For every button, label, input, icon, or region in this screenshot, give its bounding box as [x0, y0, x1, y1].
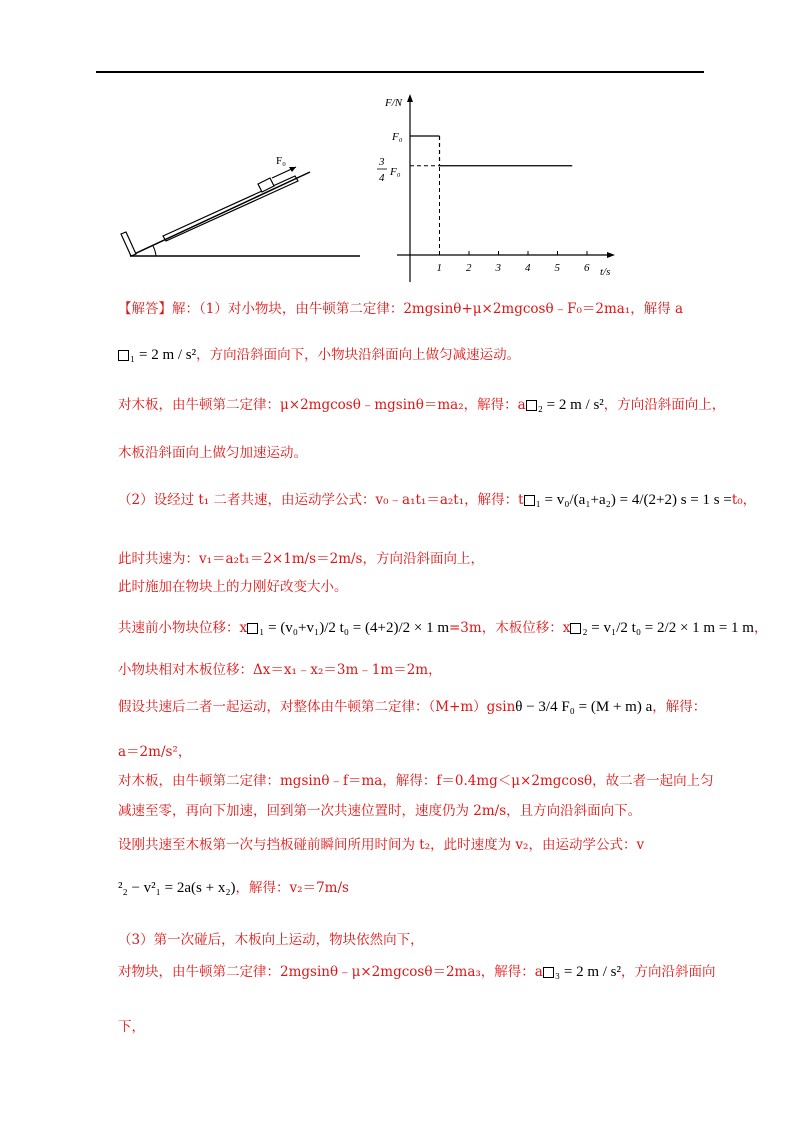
incline-figure [110, 150, 370, 270]
line-18 [118, 1017, 145, 1037]
text-l8c: ， [753, 620, 768, 636]
force-time-chart [355, 90, 625, 290]
line-10 [118, 697, 706, 717]
text-l18: 下， [118, 1019, 145, 1035]
text-l17: 对物块，由牛顿第二定律：2mgsinθ﹣μ×2mgcosθ＝2ma₃，解得：a [118, 964, 543, 980]
x-tick-label: 4 [525, 262, 531, 274]
line-16 [118, 930, 424, 950]
text-l5: （2）设经过 t₁ 二者共速，由运动学公式：v₀﹣a₁t₁＝a₂t₁，解得：t [118, 492, 524, 508]
text-l2: ，方向沿斜面向下，小物块沿斜面向上做匀减速运动。 [196, 347, 521, 363]
frac-den: 4 [379, 172, 385, 184]
text-l16: （3）第一次碰后，木板向上运动，物块依然向下， [118, 932, 424, 948]
text-l15: ，解得：v₂＝7m/s [235, 880, 349, 896]
frac-num: 3 [379, 156, 385, 168]
text-l10a: 假设共速后二者一起运动，对整体由牛顿第二定律：（M+m）gsin [118, 699, 516, 715]
text-l12: 对木板，由牛顿第二定律：mgsinθ﹣f＝ma，解得：f＝0.4mg＜μ×2mgcosθ，故二者一起向上匀 [118, 773, 714, 789]
x-tick-label: 5 [554, 262, 560, 274]
line-15 [118, 878, 349, 898]
line-14 [118, 835, 644, 855]
line-9 [118, 660, 442, 680]
line-11 [118, 742, 191, 762]
text-l5b: t₀， [731, 492, 757, 508]
text-l10b: ，解得： [652, 699, 707, 715]
line-13 [118, 801, 641, 821]
x-tick-label: 1 [436, 262, 442, 274]
line-2 [118, 345, 520, 365]
math-x2: ₂ = v₁/2 t₀ = 2/2 × 1 m = 1 m [582, 620, 754, 636]
math-a1: ₁ = 2 m / s² [130, 347, 197, 363]
text-l6: 此时共速为：v₁＝a₂t₁＝2×1m/s＝2m/s，方向沿斜面向上， [118, 551, 484, 567]
math-whole: θ − 3/4 F₀ = (M + m) a [515, 699, 653, 715]
x-tick-label: 3 [495, 262, 501, 274]
x-tick-label: 6 [584, 262, 590, 274]
math-v2: ²₂ − v²₁ = 2a(s + x₂) [118, 880, 236, 896]
line-8 [118, 618, 767, 638]
line-12 [118, 771, 714, 791]
text-l9: 小物块相对木板位移：Δx＝x₁﹣x₂＝3m﹣1m＝2m， [118, 662, 442, 678]
text-l3: 对木板，由牛顿第二定律：μ×2mgcosθ﹣mgsinθ＝ma₂，解得：a [118, 397, 526, 413]
line-6 [118, 549, 484, 569]
line-5 [118, 490, 756, 510]
text-l8a: 共速前小物块位移：x [118, 620, 248, 636]
f0-label: F₀ [392, 131, 403, 143]
math-x1: ₁ = (v₀+v₁)/2 t₀ = (4+2)/2 × 1 m [259, 620, 449, 636]
text-l3b: ，方向沿斜面向上， [603, 397, 726, 413]
frac-f0: F₀ [390, 166, 401, 178]
math-t1: ₁ = v₀/(a₁+a₂) = 4/(2+2) s = 1 s = [535, 492, 732, 508]
text-l13: 减速至零，再向下加速，回到第一次共速位置时，速度仍为 2m/s，且方向沿斜面向下。 [118, 803, 642, 819]
force-label: F₀ [276, 155, 286, 167]
math-a3: ₃ = 2 m / s² [554, 964, 621, 980]
line-3 [118, 395, 725, 415]
x-tick-label: 2 [466, 262, 472, 274]
header-rule [96, 71, 704, 73]
math-a2: ₂ = 2 m / s² [537, 397, 604, 413]
x-axis-label: t/s [600, 266, 611, 278]
y-axis-label: F/N [385, 97, 403, 109]
text-l1: 解：（1）对小物块，由牛顿第二定律：2mgsinθ+μ×2mgcosθ﹣F₀＝2ma₁，解得 a [172, 301, 684, 317]
line-17 [118, 962, 715, 982]
text-l11: a＝2m/s²， [118, 744, 192, 760]
line-7 [118, 577, 348, 597]
answer-tag: 【解答】 [118, 301, 172, 317]
text-l14: 设刚共速至木板第一次与挡板碰前瞬间所用时间为 t₂，此时速度为 v₂，由运动学公式：v [118, 837, 645, 853]
line-1 [118, 299, 683, 319]
text-l4: 木板沿斜面向上做匀加速运动。 [118, 445, 307, 461]
text-l8b: =3m，木板位移：x [449, 620, 571, 636]
text-l7: 此时施加在物块上的力刚好改变大小。 [118, 579, 348, 595]
line-4 [118, 443, 307, 463]
text-l17b: ，方向沿斜面向 [620, 964, 716, 980]
